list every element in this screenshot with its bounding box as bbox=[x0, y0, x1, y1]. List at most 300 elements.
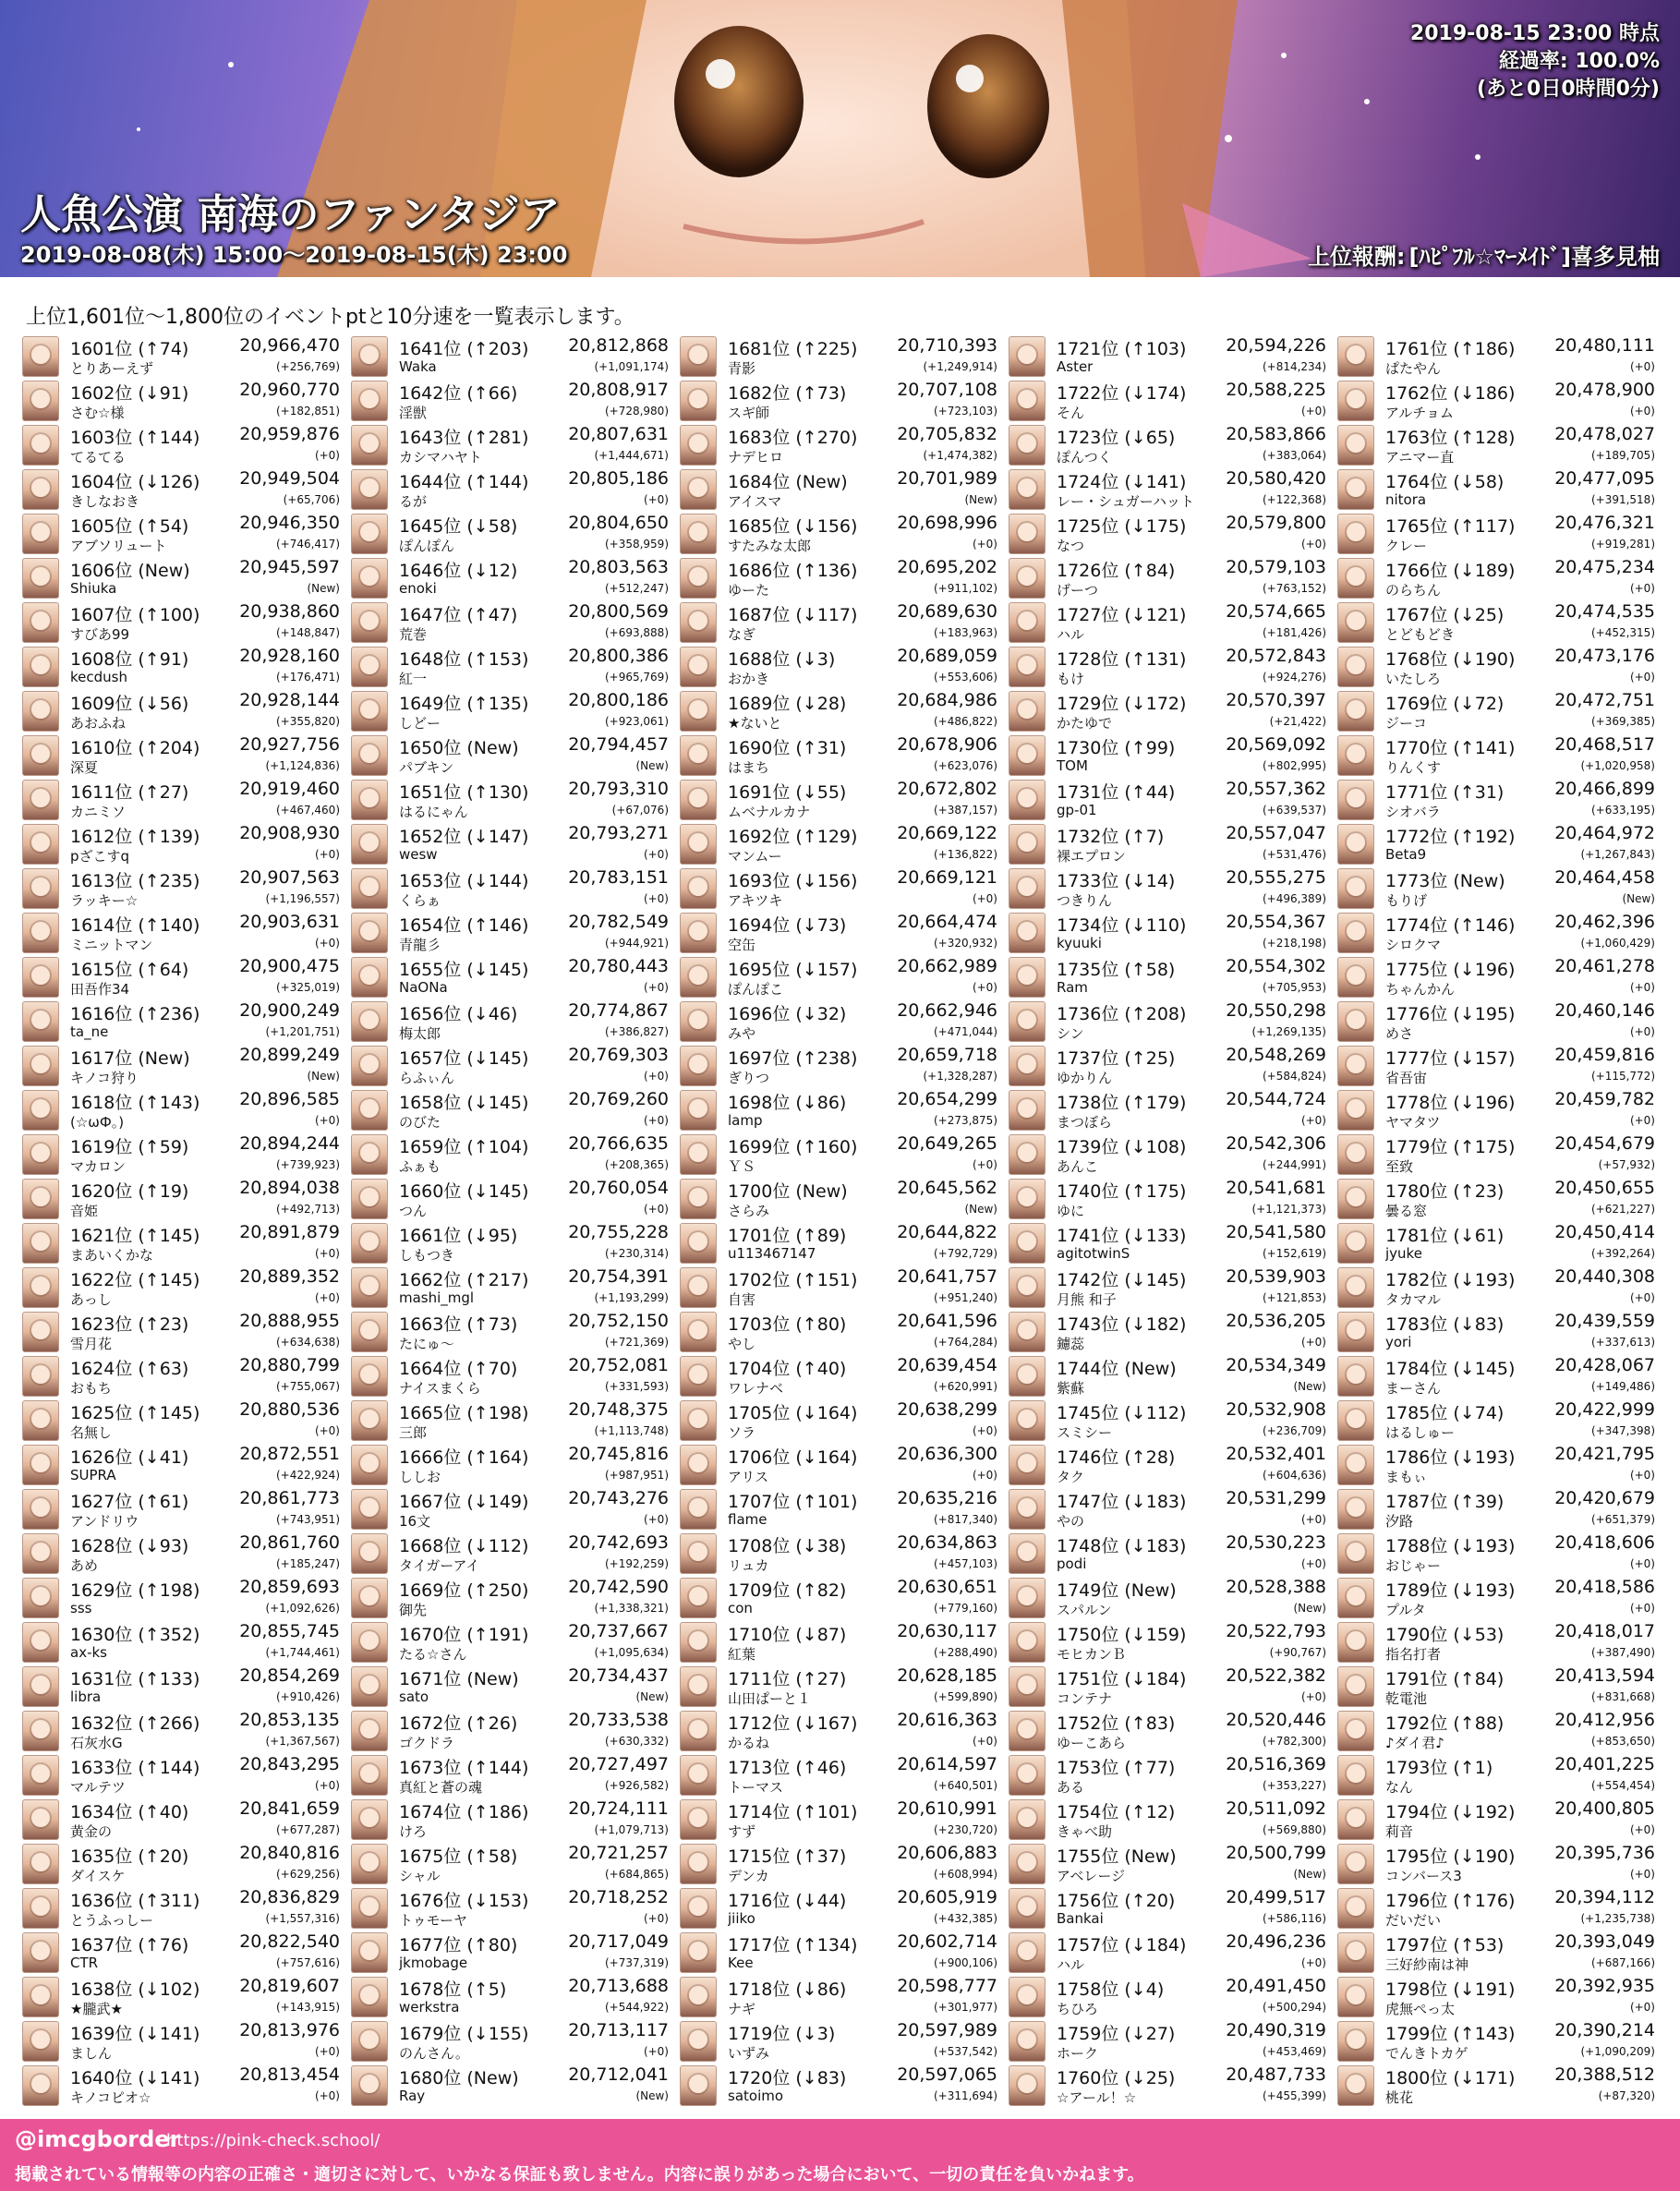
rank-label: 1625位 (↑145) bbox=[70, 1403, 200, 1423]
ten-minute-speed: (+492,713) bbox=[275, 1203, 340, 1216]
idol-avatar-icon bbox=[351, 1888, 388, 1929]
event-points: 20,807,631 bbox=[568, 424, 669, 444]
idol-avatar-icon bbox=[22, 1179, 59, 1219]
ranking-row bbox=[680, 1798, 1003, 1842]
ten-minute-speed: (+122,368) bbox=[1262, 493, 1326, 506]
idol-avatar-icon bbox=[22, 957, 59, 998]
event-points: 20,754,391 bbox=[568, 1266, 669, 1287]
event-points: 20,836,829 bbox=[239, 1887, 340, 1907]
idol-avatar-icon bbox=[22, 691, 59, 732]
event-points: 20,734,437 bbox=[568, 1665, 669, 1686]
idol-avatar-icon bbox=[351, 1844, 388, 1884]
ranking-row bbox=[1009, 1132, 1332, 1177]
ten-minute-speed: (+0) bbox=[972, 538, 997, 551]
idol-avatar-icon bbox=[1337, 1489, 1374, 1530]
event-points: 20,557,362 bbox=[1226, 779, 1326, 799]
ten-minute-speed: (+0) bbox=[1629, 1114, 1655, 1127]
event-points: 20,522,793 bbox=[1226, 1621, 1326, 1641]
idol-avatar-icon bbox=[351, 1799, 388, 1840]
idol-avatar-icon bbox=[1009, 1489, 1045, 1530]
rank-label: 1665位 (↑198) bbox=[399, 1403, 529, 1423]
ranking-row bbox=[351, 1132, 674, 1177]
event-points: 20,808,917 bbox=[568, 380, 669, 400]
ten-minute-speed: (+192,259) bbox=[604, 1557, 669, 1570]
idol-avatar-icon bbox=[1337, 1533, 1374, 1574]
producer-name: ちひろ bbox=[1057, 2001, 1099, 2017]
event-points: 20,641,596 bbox=[897, 1311, 997, 1331]
rank-label: 1693位 (↓156) bbox=[728, 871, 858, 891]
ten-minute-speed: (+320,932) bbox=[933, 937, 997, 950]
rank-label: 1689位 (↓28) bbox=[728, 694, 847, 714]
event-points: 20,737,667 bbox=[568, 1621, 669, 1641]
idol-avatar-icon bbox=[22, 1267, 59, 1308]
rank-label: 1757位 (↓184) bbox=[1057, 1935, 1187, 1955]
producer-name: アイスマ bbox=[728, 493, 782, 510]
idol-avatar-icon bbox=[22, 913, 59, 953]
event-points: 20,598,777 bbox=[897, 1976, 997, 1996]
event-points: 20,928,160 bbox=[239, 646, 340, 666]
event-points: 20,500,799 bbox=[1226, 1843, 1326, 1863]
idol-avatar-icon bbox=[351, 469, 388, 510]
ranking-row bbox=[1337, 334, 1661, 379]
rank-label: 1729位 (↓172) bbox=[1057, 694, 1187, 714]
producer-name: gp-01 bbox=[1057, 802, 1097, 818]
event-points: 20,605,919 bbox=[897, 1887, 997, 1907]
rank-label: 1688位 (↓3) bbox=[728, 649, 836, 670]
rank-label: 1658位 (↓145) bbox=[399, 1093, 529, 1113]
ranking-row bbox=[351, 423, 674, 467]
rank-label: 1653位 (↓144) bbox=[399, 871, 529, 891]
producer-name: きゃべ助 bbox=[1057, 1823, 1113, 1840]
event-points: 20,597,989 bbox=[897, 2020, 997, 2040]
event-points: 20,938,860 bbox=[239, 601, 340, 622]
rank-label: 1609位 (↓56) bbox=[70, 694, 189, 714]
ranking-row bbox=[351, 1310, 674, 1354]
producer-name: 省吾宙 bbox=[1385, 1070, 1428, 1086]
rank-label: 1775位 (↓196) bbox=[1385, 960, 1516, 980]
producer-name: ムベナルカナ bbox=[728, 804, 811, 820]
ranking-row bbox=[22, 1443, 345, 1487]
rank-label: 1728位 (↑131) bbox=[1057, 649, 1187, 670]
ten-minute-speed: (+392,264) bbox=[1590, 1247, 1655, 1260]
producer-name: トーマス bbox=[728, 1779, 784, 1796]
idol-avatar-icon bbox=[351, 691, 388, 732]
ranking-row bbox=[680, 911, 1003, 955]
ten-minute-speed: (+136,822) bbox=[933, 848, 997, 861]
rank-label: 1746位 (↑28) bbox=[1057, 1447, 1176, 1468]
ranking-row bbox=[1009, 600, 1332, 645]
rank-label: 1723位 (↓65) bbox=[1057, 428, 1176, 448]
idol-avatar-icon bbox=[22, 780, 59, 820]
producer-name: なぎ bbox=[728, 626, 756, 643]
rank-label: 1696位 (↓32) bbox=[728, 1004, 847, 1024]
ranking-row bbox=[22, 1531, 345, 1576]
rank-label: 1770位 (↑141) bbox=[1385, 738, 1516, 758]
idol-avatar-icon bbox=[22, 1134, 59, 1175]
event-points: 20,418,017 bbox=[1554, 1621, 1655, 1641]
event-points: 20,536,205 bbox=[1226, 1311, 1326, 1331]
ten-minute-speed: (+0) bbox=[643, 1513, 669, 1526]
ranking-row bbox=[351, 1088, 674, 1132]
ten-minute-speed: (+687,166) bbox=[1590, 1956, 1655, 1969]
ten-minute-speed: (+779,160) bbox=[933, 1602, 997, 1615]
ten-minute-speed: (+486,822) bbox=[933, 715, 997, 728]
ranking-row bbox=[680, 955, 1003, 999]
idol-avatar-icon bbox=[1337, 824, 1374, 865]
event-points: 20,803,563 bbox=[568, 557, 669, 577]
ranking-row bbox=[22, 1177, 345, 1221]
ranking-row bbox=[1337, 1576, 1661, 1620]
rank-label: 1648位 (↑153) bbox=[399, 649, 529, 670]
producer-name: 桃花 bbox=[1385, 2089, 1414, 2106]
ten-minute-speed: (+0) bbox=[314, 2089, 340, 2102]
idol-avatar-icon bbox=[1009, 1888, 1045, 1929]
rank-label: 1767位 (↓25) bbox=[1385, 605, 1505, 625]
event-points: 20,717,049 bbox=[568, 1931, 669, 1952]
rank-label: 1740位 (↑175) bbox=[1057, 1181, 1187, 1202]
rank-label: 1619位 (↑59) bbox=[70, 1137, 189, 1157]
idol-avatar-icon bbox=[680, 1179, 717, 1219]
ranking-column bbox=[1337, 334, 1661, 2110]
rank-label: 1680位 (New) bbox=[399, 2068, 519, 2088]
rank-label: 1759位 (↓27) bbox=[1057, 2024, 1176, 2044]
rank-label: 1605位 (↑54) bbox=[70, 516, 189, 537]
ranking-row bbox=[1337, 1310, 1661, 1354]
ten-minute-speed: (+634,638) bbox=[275, 1336, 340, 1349]
ten-minute-speed: (+1,092,626) bbox=[265, 1602, 340, 1615]
rank-label: 1735位 (↑58) bbox=[1057, 960, 1176, 980]
rank-label: 1670位 (↑191) bbox=[399, 1625, 529, 1645]
rank-label: 1679位 (↓155) bbox=[399, 2024, 529, 2044]
idol-avatar-icon bbox=[351, 1223, 388, 1264]
ten-minute-speed: (+0) bbox=[1300, 405, 1326, 418]
rank-label: 1690位 (↑31) bbox=[728, 738, 847, 758]
idol-avatar-icon bbox=[680, 1400, 717, 1441]
idol-avatar-icon bbox=[1337, 1666, 1374, 1707]
idol-avatar-icon bbox=[680, 1755, 717, 1796]
event-points: 20,461,278 bbox=[1554, 956, 1655, 976]
ranking-row bbox=[680, 645, 1003, 689]
producer-name: ゴクドラ bbox=[399, 1735, 455, 1751]
producer-name: 紫蘇 bbox=[1057, 1380, 1085, 1397]
rank-label: 1700位 (New) bbox=[728, 1181, 848, 1202]
idol-avatar-icon bbox=[1337, 1578, 1374, 1618]
ranking-row bbox=[1009, 1443, 1332, 1487]
rank-label: 1784位 (↓145) bbox=[1385, 1359, 1516, 1379]
idol-avatar-icon bbox=[1009, 1046, 1045, 1086]
rank-label: 1702位 (↑151) bbox=[728, 1270, 858, 1290]
rank-label: 1659位 (↑104) bbox=[399, 1137, 529, 1157]
ranking-row bbox=[680, 1044, 1003, 1088]
idol-avatar-icon bbox=[680, 1356, 717, 1397]
event-points: 20,388,512 bbox=[1554, 2064, 1655, 2085]
producer-name: 莉音 bbox=[1385, 1823, 1414, 1840]
ten-minute-speed: (+965,769) bbox=[604, 671, 669, 684]
ranking-row bbox=[680, 600, 1003, 645]
rank-label: 1761位 (↑186) bbox=[1385, 339, 1516, 359]
ten-minute-speed: (+553,606) bbox=[933, 671, 997, 684]
producer-name: まもぃ bbox=[1385, 1469, 1428, 1485]
event-points: 20,907,563 bbox=[239, 867, 340, 888]
ten-minute-speed: (+817,340) bbox=[933, 1513, 997, 1526]
ten-minute-speed: (+1,201,751) bbox=[265, 1025, 340, 1038]
ranking-row bbox=[1337, 1354, 1661, 1398]
ranking-row bbox=[1337, 1044, 1661, 1088]
producer-name: なん bbox=[1385, 1779, 1414, 1796]
ranking-row bbox=[1009, 1842, 1332, 1886]
producer-name: 三好紗南は神 bbox=[1385, 1956, 1469, 1973]
producer-name: てるてる bbox=[70, 449, 126, 466]
producer-name: ta_ne bbox=[70, 1023, 109, 1040]
rank-label: 1620位 (↑19) bbox=[70, 1181, 189, 1202]
twitter-handle[interactable]: @imcgborder bbox=[15, 2126, 181, 2152]
idol-avatar-icon bbox=[351, 1267, 388, 1308]
rank-label: 1756位 (↑20) bbox=[1057, 1891, 1176, 1911]
producer-name: らふぃん bbox=[399, 1070, 455, 1086]
ten-minute-speed: (+383,064) bbox=[1262, 449, 1326, 462]
producer-name: あおふね bbox=[70, 715, 127, 732]
ranking-row bbox=[22, 2019, 345, 2064]
producer-name: 音姫 bbox=[70, 1203, 99, 1219]
rank-label: 1637位 (↑76) bbox=[70, 1935, 189, 1955]
producer-name: kecdush bbox=[70, 669, 127, 685]
rank-label: 1724位 (↓141) bbox=[1057, 472, 1187, 492]
ranking-row bbox=[680, 1487, 1003, 1531]
idol-avatar-icon bbox=[1337, 1356, 1374, 1397]
ten-minute-speed: (+0) bbox=[972, 1158, 997, 1171]
rank-label: 1612位 (↑139) bbox=[70, 827, 200, 847]
idol-avatar-icon bbox=[1009, 469, 1045, 510]
producer-name: クレー bbox=[1385, 538, 1428, 554]
rank-label: 1771位 (↑31) bbox=[1385, 782, 1505, 803]
rank-label: 1731位 (↑44) bbox=[1057, 782, 1176, 803]
ranking-row bbox=[22, 556, 345, 600]
producer-name: CTR bbox=[70, 1955, 99, 1971]
event-points: 20,903,631 bbox=[239, 912, 340, 932]
idol-avatar-icon bbox=[1009, 1932, 1045, 1973]
footer bbox=[0, 2119, 1680, 2191]
rank-label: 1737位 (↑25) bbox=[1057, 1048, 1176, 1069]
event-points: 20,724,111 bbox=[568, 1798, 669, 1819]
rank-label: 1714位 (↑101) bbox=[728, 1802, 858, 1822]
rank-label: 1610位 (↑204) bbox=[70, 738, 200, 758]
rank-label: 1774位 (↑146) bbox=[1385, 915, 1516, 936]
producer-name: Ram bbox=[1057, 979, 1088, 996]
ten-minute-speed: (+1,444,671) bbox=[594, 449, 669, 462]
rank-label: 1718位 (↓86) bbox=[728, 1979, 847, 2000]
ten-minute-speed: (+1,338,321) bbox=[594, 1602, 669, 1615]
ranking-row bbox=[351, 556, 674, 600]
event-points: 20,420,679 bbox=[1554, 1488, 1655, 1508]
ten-minute-speed: (New) bbox=[635, 1690, 669, 1703]
ten-minute-speed: (+0) bbox=[1300, 1513, 1326, 1526]
producer-name: もけ bbox=[1057, 671, 1085, 687]
idol-avatar-icon bbox=[22, 425, 59, 466]
ranking-row bbox=[1009, 778, 1332, 822]
producer-name: ヤマタツ bbox=[1385, 1114, 1441, 1131]
event-points: 20,588,225 bbox=[1226, 380, 1326, 400]
event-points: 20,928,144 bbox=[239, 690, 340, 710]
producer-name: pざこすq bbox=[70, 848, 130, 865]
event-points: 20,919,460 bbox=[239, 779, 340, 799]
producer-name: さむ☆様 bbox=[70, 405, 125, 421]
ranking-row bbox=[351, 1398, 674, 1443]
event-points: 20,532,908 bbox=[1226, 1399, 1326, 1420]
ten-minute-speed: (New) bbox=[964, 1203, 997, 1216]
ranking-row bbox=[22, 1842, 345, 1886]
rank-label: 1611位 (↑27) bbox=[70, 782, 189, 803]
idol-avatar-icon bbox=[1337, 558, 1374, 599]
ten-minute-speed: (+467,460) bbox=[275, 804, 340, 817]
ranking-row bbox=[22, 645, 345, 689]
producer-name: かるね bbox=[728, 1735, 770, 1751]
rank-label: 1630位 (↑352) bbox=[70, 1625, 200, 1645]
ranking-row bbox=[351, 689, 674, 733]
event-points: 20,822,540 bbox=[239, 1931, 340, 1952]
event-points: 20,793,310 bbox=[568, 779, 669, 799]
producer-name: シロクマ bbox=[1385, 937, 1442, 953]
ranking-row bbox=[22, 1709, 345, 1753]
rank-label: 1634位 (↑40) bbox=[70, 1802, 189, 1822]
ranking-row bbox=[1337, 1664, 1661, 1709]
event-points: 20,569,092 bbox=[1226, 734, 1326, 755]
idol-avatar-icon bbox=[680, 558, 717, 599]
producer-name: (☆ωФ。) bbox=[70, 1114, 125, 1131]
rank-label: 1632位 (↑266) bbox=[70, 1713, 200, 1734]
producer-name: ゆーこあら bbox=[1057, 1735, 1127, 1751]
ranking-row bbox=[22, 778, 345, 822]
idol-avatar-icon bbox=[22, 558, 59, 599]
ten-minute-speed: (+185,247) bbox=[275, 1557, 340, 1570]
ten-minute-speed: (+452,315) bbox=[1590, 626, 1655, 639]
event-points: 20,894,244 bbox=[239, 1133, 340, 1154]
rank-label: 1720位 (↓83) bbox=[728, 2068, 847, 2088]
producer-name: いたしろ bbox=[1385, 671, 1442, 687]
ranking-row bbox=[22, 1354, 345, 1398]
ten-minute-speed: (+0) bbox=[1300, 1557, 1326, 1570]
idol-avatar-icon bbox=[680, 647, 717, 687]
ten-minute-speed: (+457,103) bbox=[933, 1557, 997, 1570]
producer-name: 紅一 bbox=[399, 671, 428, 687]
idol-avatar-icon bbox=[351, 1179, 388, 1219]
idol-avatar-icon bbox=[351, 913, 388, 953]
rank-label: 1663位 (↑73) bbox=[399, 1314, 518, 1335]
rank-label: 1621位 (↑145) bbox=[70, 1226, 200, 1246]
ranking-row bbox=[1009, 733, 1332, 778]
event-points: 20,638,299 bbox=[897, 1399, 997, 1420]
idol-avatar-icon bbox=[1009, 2065, 1045, 2106]
idol-avatar-icon bbox=[1337, 647, 1374, 687]
producer-name: つきりん bbox=[1057, 892, 1113, 909]
ten-minute-speed: (+623,076) bbox=[933, 759, 997, 772]
ranking-row bbox=[351, 512, 674, 556]
rank-label: 1789位 (↓193) bbox=[1385, 1580, 1516, 1601]
ranking-row bbox=[680, 1265, 1003, 1310]
ten-minute-speed: (+782,300) bbox=[1262, 1735, 1326, 1748]
rank-label: 1773位 (New) bbox=[1385, 871, 1505, 891]
event-points: 20,949,504 bbox=[239, 468, 340, 489]
producer-name: agitotwinS bbox=[1057, 1245, 1130, 1262]
producer-name: パブキン bbox=[399, 759, 454, 776]
rank-label: 1766位 (↓189) bbox=[1385, 561, 1516, 581]
producer-name: ラッキー☆ bbox=[70, 892, 139, 909]
ranking-row bbox=[1337, 2019, 1661, 2064]
producer-name: プルタ bbox=[1385, 1602, 1426, 1618]
ranking-row bbox=[22, 467, 345, 512]
producer-name: ナデヒロ bbox=[728, 449, 784, 466]
ranking-row bbox=[680, 1753, 1003, 1798]
ten-minute-speed: (+608,994) bbox=[933, 1868, 997, 1881]
producer-name: コンテナ bbox=[1057, 1690, 1113, 1707]
producer-name: 裸エプロン bbox=[1057, 848, 1127, 865]
event-points: 20,713,688 bbox=[568, 1976, 669, 1996]
ten-minute-speed: (+1,474,382) bbox=[923, 449, 997, 462]
ten-minute-speed: (+951,240) bbox=[933, 1291, 997, 1304]
rank-label: 1681位 (↑225) bbox=[728, 339, 858, 359]
event-points: 20,474,535 bbox=[1554, 601, 1655, 622]
site-url[interactable]: https://pink-check.school/ bbox=[166, 2131, 381, 2150]
rank-label: 1673位 (↑144) bbox=[399, 1758, 529, 1778]
ranking-row bbox=[351, 1664, 674, 1709]
ten-minute-speed: (+244,991) bbox=[1262, 1158, 1326, 1171]
ten-minute-speed: (+620,991) bbox=[933, 1380, 997, 1393]
event-points: 20,499,517 bbox=[1226, 1887, 1326, 1907]
rank-label: 1777位 (↓157) bbox=[1385, 1048, 1516, 1069]
producer-name: くらぁ bbox=[399, 892, 441, 909]
ranking-row bbox=[1337, 955, 1661, 999]
idol-avatar-icon bbox=[22, 1001, 59, 1042]
ranking-row bbox=[680, 1886, 1003, 1931]
event-points: 20,794,457 bbox=[568, 734, 669, 755]
event-points: 20,649,265 bbox=[897, 1133, 997, 1154]
producer-name: ある bbox=[1057, 1779, 1085, 1796]
ranking-row bbox=[1009, 1177, 1332, 1221]
ranking-grid bbox=[22, 334, 1666, 2110]
rank-label: 1708位 (↓38) bbox=[728, 1536, 847, 1556]
producer-name: sato bbox=[399, 1689, 429, 1705]
event-points: 20,491,450 bbox=[1226, 1976, 1326, 1996]
producer-name: 黄金の bbox=[70, 1823, 113, 1840]
ranking-row bbox=[22, 512, 345, 556]
rank-label: 1742位 (↓145) bbox=[1057, 1270, 1187, 1290]
producer-name: とりあーえず bbox=[70, 360, 154, 377]
producer-name: アンドリウ bbox=[70, 1513, 139, 1530]
event-points: 20,572,843 bbox=[1226, 646, 1326, 666]
ten-minute-speed: (+944,921) bbox=[604, 937, 669, 950]
producer-name: ワレナベ bbox=[728, 1380, 784, 1397]
rank-label: 1788位 (↓193) bbox=[1385, 1536, 1516, 1556]
producer-name: u113467147 bbox=[728, 1245, 816, 1262]
ranking-row bbox=[1337, 1620, 1661, 1664]
producer-name: 空缶 bbox=[728, 937, 756, 953]
ten-minute-speed: (+1,060,429) bbox=[1580, 937, 1655, 950]
ranking-row bbox=[1009, 822, 1332, 866]
rank-label: 1754位 (↑12) bbox=[1057, 1802, 1176, 1822]
ten-minute-speed: (+218,198) bbox=[1262, 937, 1326, 950]
ten-minute-speed: (+721,369) bbox=[604, 1336, 669, 1349]
idol-avatar-icon bbox=[1009, 1179, 1045, 1219]
producer-name: キノコピオ☆ bbox=[70, 2089, 151, 2106]
ten-minute-speed: (+531,476) bbox=[1262, 848, 1326, 861]
event-points: 20,541,681 bbox=[1226, 1178, 1326, 1198]
ten-minute-speed: (+1,020,958) bbox=[1580, 759, 1655, 772]
idol-avatar-icon bbox=[351, 868, 388, 909]
event-points: 20,477,095 bbox=[1554, 468, 1655, 489]
rank-label: 1695位 (↓157) bbox=[728, 960, 858, 980]
idol-avatar-icon bbox=[351, 1977, 388, 2017]
producer-name: カニミソ bbox=[70, 804, 127, 820]
ten-minute-speed: (+919,281) bbox=[1590, 538, 1655, 551]
